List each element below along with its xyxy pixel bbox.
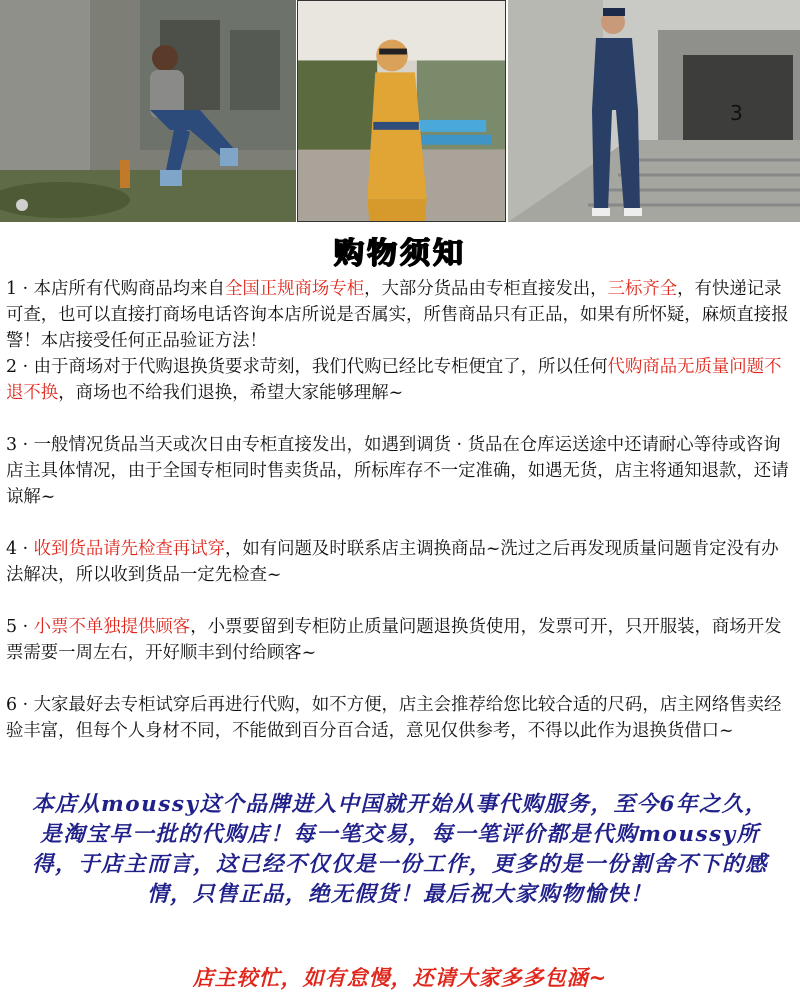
closing-message: 本店从moussy这个品牌进入中国就开始从事代购服务，至今6年之久，是淘宝早一批的代购店！每一笔交易，每一笔评价都是代购moussy所得，于店主而言，这已经不仅仅是一份工作，更多的是一份割舍不下的感情，只售正品，绝无假货！最后祝大家购物愉快！ (31, 792, 768, 907)
photo-strip (0, 0, 800, 224)
notice-item-4: 4 · 收到货品请先检查再试穿，如有问题及时联系店主调换商品~洗过之后再发现质量问题肯定没有办法解决，所以收到货品一定先检查~ (6, 539, 779, 585)
notice-item-5: 5 · 小票不单独提供顾客，小票要留到专柜防止质量问题退换货使用，发票可开，只开服装，商场开发票需要一周左右，开好顺丰到付给顾客~ (6, 617, 782, 663)
notice-item-1: 1 · 本店所有代购商品均来自全国正规商场专柜，大部分货品由专柜直接发出，三标齐全，有快递记录可查，也可以直接打商场电话咨询本店所说是否属实，所售商品只有正品，如果有所怀疑，麻烦直接报警！本店接受任何正品验证方法！ (6, 279, 789, 351)
photo-model-yellow-dress (297, 0, 506, 222)
spacer (6, 510, 796, 536)
notice-item-6: 6 · 大家最好去专柜试穿后再进行代购，如不方便，店主会推荐给您比较合适的尺码，店主网络售卖经验丰富，但每个人身材不同，不能做到百分百合适，意见仅供参考，不得以此作为退换货借口~ (6, 695, 782, 741)
notice-item-2: 2 · 由于商场对于代购退换货要求苛刻，我们代购已经比专柜便宜了，所以任何代购商品无质量问题不退不换，商场也不给我们退换，希望大家能够理解~ (6, 357, 782, 403)
spacer (6, 666, 796, 692)
spacer (6, 406, 796, 432)
page-title: 购物须知 (334, 236, 466, 271)
spacer (6, 588, 796, 614)
photo-model-denim-stairs (508, 0, 800, 222)
svg-text:3: 3 (730, 101, 743, 125)
notice-item-3: 3 · 一般情况货品当天或次日由专柜直接发出，如遇到调货 · 货品在仓库运送途中还请耐心等待或咨询店主具体情况，由于全国专柜同时售卖货品，所标库存不一定准确，如遇无货，店主将通知退款，还请谅解~ (6, 435, 789, 507)
notice-list (6, 276, 796, 744)
closing-apology: 店主较忙，如有怠慢，还请大家多多包涵~ (192, 965, 608, 990)
photo-model-seated (0, 0, 296, 222)
